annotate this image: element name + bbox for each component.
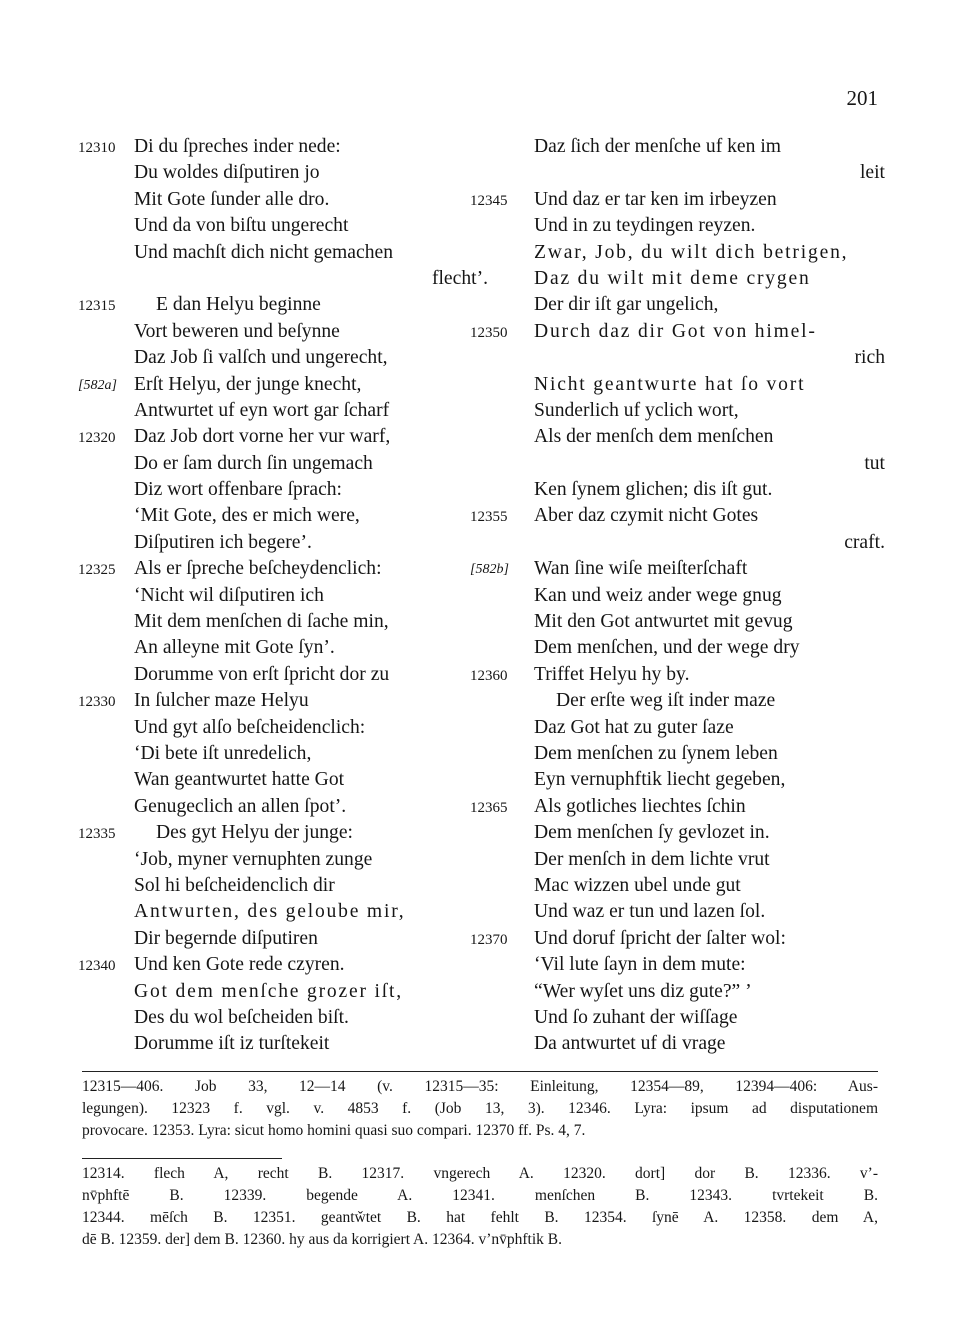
verse-text: Do er ſam durch ſin ungemach: [134, 452, 373, 474]
verse-text: Mac wizzen ubel unde gut: [534, 874, 741, 896]
verse-line: [78, 979, 488, 1005]
verse-text: Und da von biſtu ungerecht: [134, 215, 349, 237]
verse-continuation: [470, 345, 885, 371]
line-number: 12345: [470, 192, 508, 209]
verse-text: Daz Got hat zu guter ſaze: [534, 716, 734, 738]
verse-text: rich: [854, 347, 885, 369]
verse-line: [470, 266, 885, 292]
verse-text: Daz du wilt mit deme crygen: [534, 267, 811, 289]
verse-text: Mit den Got antwurtet mit gevug: [534, 611, 793, 633]
verse-line: [78, 688, 488, 714]
verse-text: leit: [859, 162, 885, 184]
verse-line: [78, 160, 488, 186]
verse-text: Nicht geantwurte hat ſo vort: [534, 373, 806, 395]
verse-text: Dorumme von erſt ſpricht dor zu: [134, 663, 390, 685]
verse-text: Triffet Helyu hy by.: [534, 663, 690, 685]
verse-line: [78, 794, 488, 820]
variant-line: dē B. 12359. der] dem B. 12360. hy aus da korrigiert A. 12364. v’nv̄phftik B.: [82, 1231, 563, 1248]
verse-text: Zwar, Job, du wilt dich betrigen,: [534, 241, 849, 263]
verse-line: [78, 477, 488, 503]
commentary-divider: [82, 1071, 878, 1072]
verse-line: [470, 688, 885, 714]
verse-line: [78, 503, 488, 529]
verse-text: Sunderlich uf yclich wort,: [534, 399, 739, 421]
verse-line: [78, 926, 488, 952]
verse-text: Und doruf ſpricht der ſalter wol:: [534, 927, 786, 949]
verse-line: [78, 1031, 488, 1057]
verse-line: [78, 662, 488, 688]
verse-text: ‘Mit Gote, des er mich were,: [134, 505, 360, 527]
verse-line: [78, 767, 488, 793]
verse-continuation: [470, 530, 885, 556]
verse-text: Vort beweren und beſynne: [134, 320, 340, 342]
verse-text: Genugeclich an allen ſpot’.: [134, 795, 347, 817]
verse-line: [470, 873, 885, 899]
verse-continuation: [470, 451, 885, 477]
verse-line: [470, 583, 885, 609]
verse-line: [470, 556, 885, 582]
verse-continuation: [78, 266, 488, 292]
line-number: 12370: [470, 931, 508, 948]
verse-text: Durch daz dir Got von himel-: [534, 320, 817, 342]
verse-text: Dem menſchen, und der wege dry: [534, 637, 800, 659]
commentary-notes: [82, 1076, 878, 1142]
line-number: 12330: [78, 694, 116, 711]
verse-line: [78, 741, 488, 767]
verse-text: Got dem menſche grozer iſt,: [134, 980, 403, 1002]
verse-line: [470, 213, 885, 239]
verse-text: Der dir iſt gar ungelich,: [534, 294, 719, 316]
verse-text: Als er ſpreche beſcheydenclich:: [134, 558, 382, 580]
verse-line: [470, 319, 885, 345]
verse-text: Aber daz czymit nicht Gotes: [534, 505, 759, 527]
verse-text: Dem menſchen ſy gevlozet in.: [534, 822, 770, 844]
verse-text: Des gyt Helyu der junge:: [156, 822, 353, 844]
verse-text: Antwurten, des geloube mir,: [134, 901, 406, 923]
verse-line: [78, 530, 488, 556]
line-number: 12365: [470, 799, 508, 816]
verse-line: [470, 609, 885, 635]
verse-line: [470, 398, 885, 424]
verse-text: Da antwurtet uf di vrage: [534, 1033, 726, 1055]
verse-line: [78, 240, 488, 266]
verse-line: [78, 134, 488, 160]
verse-text: “Wer wyſet uns diz gute?” ’: [534, 980, 752, 1002]
verse-line: [78, 847, 488, 873]
line-number: 12315: [78, 298, 116, 315]
commentary-line: provocare. 12353. Lyra: sicut homo homini quasi suo compari. 12370 ff. Ps. 4, 7.: [82, 1122, 586, 1139]
verse-text: craft.: [844, 531, 885, 553]
verse-text: Diz wort offenbare ſprach:: [134, 479, 343, 501]
verse-line: [470, 240, 885, 266]
verse-text: Und daz er tar ken im irbeyzen: [534, 188, 777, 210]
verse-text: ‘Vil lute ſayn in dem mute:: [534, 954, 746, 976]
verse-text: Daz ſich der menſche uf ken im: [534, 136, 781, 157]
left-verse-column: [78, 134, 488, 1058]
verse-line: [470, 979, 885, 1005]
verse-line: [78, 292, 488, 318]
verse-line: [470, 794, 885, 820]
verse-text: E dan Helyu beginne: [156, 294, 321, 316]
verse-text: Daz Job ſi valſch und ungerecht,: [134, 347, 388, 369]
verse-line: [470, 741, 885, 767]
folio-marker: [582a]: [78, 377, 117, 393]
verse-line: [78, 583, 488, 609]
verse-line: [470, 1031, 885, 1057]
verse-line: [78, 899, 488, 925]
verse-line: [470, 899, 885, 925]
verse-text: Kan und weiz ander wege gnug: [534, 584, 782, 606]
commentary-line: legungen). 12323 f. vgl. v. 4853 f. (Job 13, 3). 12346. Lyra: ipsum ad disputationem: [82, 1100, 878, 1117]
verse-line: [470, 503, 885, 529]
line-number: 12320: [78, 430, 116, 447]
verse-line: [78, 556, 488, 582]
verse-text: ‘Job, myner vernuphten zunge: [134, 848, 373, 870]
verse-text: Und ſo zuhant der wiſſage: [534, 1006, 738, 1028]
verse-text: An alleyne mit Gote ſyn’.: [134, 637, 335, 659]
verse-line: [78, 187, 488, 213]
verse-line: [470, 847, 885, 873]
verse-text: Und waz er tun und lazen ſol.: [534, 901, 766, 923]
verse-text: Du woldes diſputiren jo: [134, 162, 320, 184]
verse-line: [470, 292, 885, 318]
verse-text: Und in zu teydingen reyzen.: [534, 215, 756, 237]
verse-text: Dir begernde diſputiren: [134, 927, 318, 949]
verse-line: [470, 424, 885, 450]
variant-line: nv̄phftē B. 12339. begende A. 12341. menſchen B. 12343. tvrtekeit B.: [82, 1187, 878, 1204]
verse-line: [78, 345, 488, 371]
folio-marker: [582b]: [470, 562, 509, 578]
verse-line: [470, 715, 885, 741]
line-number: 12325: [78, 562, 116, 579]
verse-line: [78, 873, 488, 899]
verse-line: [470, 926, 885, 952]
verse-line: [78, 952, 488, 978]
verse-line: [78, 213, 488, 239]
verse-text: Als gotliches liechtes ſchin: [534, 795, 746, 817]
verse-line: [78, 635, 488, 661]
right-verse-column: [470, 134, 885, 1058]
variant-line: 12344. mēſch B. 12351. geantw̌tet B. hat fehlt B. 12354. ſynē A. 12358. dem A,: [82, 1209, 878, 1226]
verse-line: [78, 820, 488, 846]
verse-line: [78, 715, 488, 741]
verse-continuation: [470, 160, 885, 186]
verse-line: [78, 398, 488, 424]
page-number: 201: [846, 86, 878, 110]
line-number: 12350: [470, 324, 508, 341]
verse-text: Wan ſine wiſe meiſterſchaft: [534, 558, 748, 580]
verse-line: [470, 372, 885, 398]
verse-line: [470, 952, 885, 978]
verse-text: Di du ſpreches inder nede:: [134, 136, 341, 157]
line-number: 12355: [470, 509, 508, 526]
verse-line: [78, 372, 488, 398]
verse-text: Und gyt alſo beſcheidenclich:: [134, 716, 366, 738]
verse-text: Dem menſchen zu ſynem leben: [534, 742, 778, 764]
verse-line: [78, 319, 488, 345]
verse-text: Daz Job dort vorne her vur warf,: [134, 426, 391, 448]
apparatus-divider: [82, 1158, 282, 1159]
verse-text: ‘Nicht wil diſputiren ich: [134, 584, 324, 606]
variant-apparatus: [82, 1163, 878, 1251]
verse-line: [78, 424, 488, 450]
verse-line: [78, 609, 488, 635]
line-number: 12360: [470, 667, 508, 684]
verse-line: [78, 451, 488, 477]
verse-text: Eyn vernuphftik liecht gegeben,: [534, 769, 786, 791]
verse-line: [470, 767, 885, 793]
verse-text: Erſt Helyu, der junge knecht,: [134, 373, 362, 395]
verse-text: flecht’.: [431, 267, 488, 289]
verse-line: [470, 662, 885, 688]
verse-text: Dorumme iſt iz turſtekeit: [134, 1033, 330, 1055]
verse-line: [470, 134, 885, 160]
verse-text: Der menſch in dem lichte vrut: [534, 848, 770, 870]
commentary-line: 12315—406. Job 33, 12—14 (v. 12315—35: Einleitung, 12354—89, 12394—406: Aus-: [82, 1078, 878, 1095]
verse-text: Antwurtet uf eyn wort gar ſcharf: [134, 399, 390, 421]
verse-line: [470, 187, 885, 213]
verse-line: [470, 635, 885, 661]
verse-text: In ſulcher maze Helyu: [134, 690, 309, 712]
verse-line: [470, 477, 885, 503]
verse-text: Als der menſch dem menſchen: [534, 426, 774, 448]
verse-text: Der erſte weg iſt inder maze: [556, 690, 776, 712]
line-number: 12310: [78, 140, 116, 156]
verse-line: [470, 820, 885, 846]
verse-text: Des du wol beſcheiden biſt.: [134, 1006, 349, 1028]
verse-text: Ken ſynem glichen; dis iſt gut.: [534, 479, 773, 501]
verse-text: Wan geantwurtet hatte Got: [134, 769, 345, 791]
verse-text: Mit dem menſchen di ſache min,: [134, 611, 389, 633]
verse-text: ‘Di bete iſt unredelich,: [134, 742, 312, 764]
variant-line: 12314. flech A, recht B. 12317. vngerech A. 12320. dort] dor B. 12336. v’-: [82, 1165, 878, 1182]
line-number: 12335: [78, 826, 116, 843]
verse-text: Mit Gote ſunder alle dro.: [134, 188, 330, 210]
verse-text: Und ken Gote rede czyren.: [134, 954, 345, 976]
verse-text: Diſputiren ich begere’.: [134, 531, 312, 553]
verse-line: [470, 1005, 885, 1031]
line-number: 12340: [78, 958, 116, 975]
verse-text: Und machſt dich nicht gemachen: [134, 241, 393, 263]
verse-text: tut: [864, 452, 885, 474]
verse-line: [78, 1005, 488, 1031]
verse-text: Sol hi beſcheidenclich dir: [134, 874, 335, 896]
